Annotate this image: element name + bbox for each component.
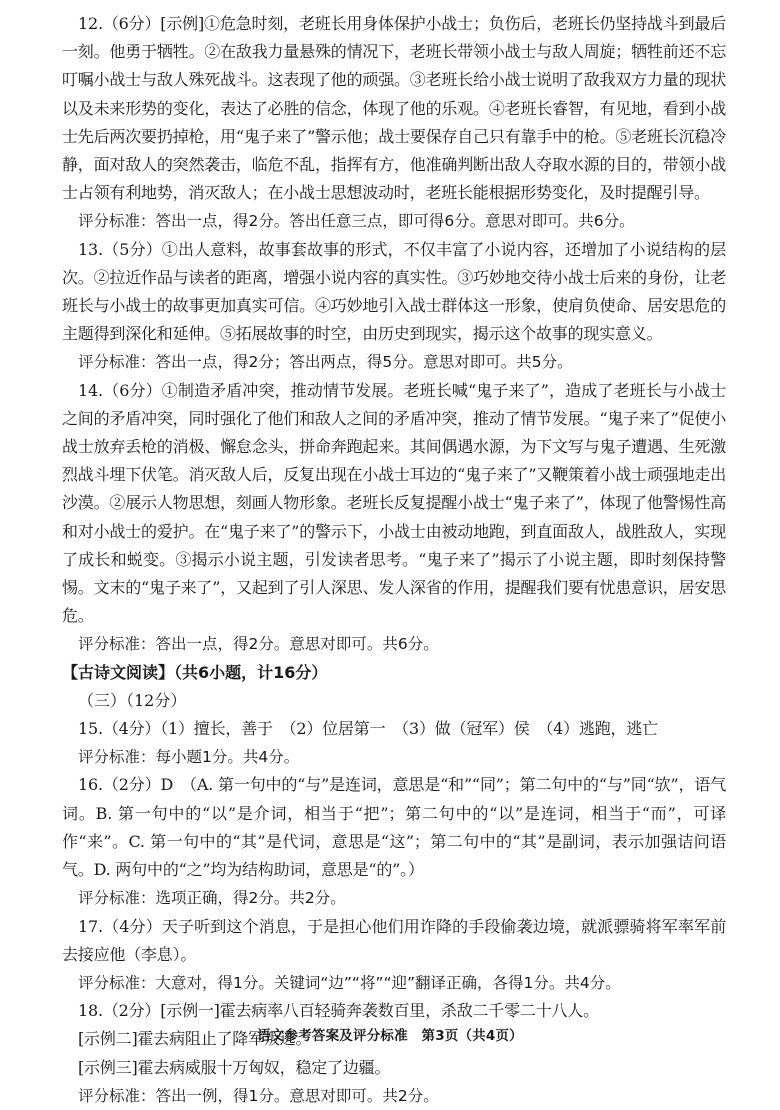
q14-answer: 14.（6分）①制造矛盾冲突，推动情节发展。老班长喊“鬼子来了”，造成了老班长与小战士之间的矛盾冲突，同时强化了他们和敌人之间的矛盾冲突，推动了情节发展。“鬼子来了”促使小战士放弃丢枪的消极、懈怠念头，拼命奔跑起来。其间偶遇水源，为下文写与鬼子遭遇、生死激烈战斗埋下伏笔。消灭敌人后，反复出现在小战士耳边的“鬼子来了”又鞭策着小战士顽强地走出沙漠。②展示人物思想，刻画人物形象。老班长反复提醒小战士“鬼子来了”，体现了他警惕性高和对小战士的爱护。在“鬼子来了”的警示下，小战士由被动地跑，到直面敌人，战胜敌人，实现了成长和蜕变。③揭示小说主题，引发读者思考。“鬼子来了”揭示了小说主题，即时刻保持警惕。文末的“鬼子来了”，又起到了引人深思、发人深省的作用，提醒我们要有忧患意识，居安思危。 bbox=[62, 380, 726, 626]
answer-sheet-page bbox=[62, 10, 726, 1110]
q16-scoring-standard: 评分标准：选项正确，得2分。共2分。 bbox=[78, 889, 346, 908]
q15-answer: 15.（4分）（1）擅长，善于 （2）位居第一 （3）做（冠军）侯 （4）逃跑，逃亡 bbox=[78, 719, 658, 739]
q18-scoring-standard: 评分标准：答出一例，得1分。意思对即可。共2分。 bbox=[78, 1086, 439, 1105]
q18-example-2: [示例二]霍去病阻止了降军叛逃。 bbox=[78, 1029, 312, 1049]
q17-scoring-standard: 评分标准：大意对，得1分。关键词“边”“将”“迎”翻译正确，各得1分。共4分。 bbox=[78, 973, 621, 992]
q18-example-1: 18.（2分）[示例一]霍去病率八百轻骑奔袭数百里，杀敌二千零二十八人。 bbox=[78, 1001, 599, 1021]
q12-scoring-standard: 评分标准：答出一点，得2分。答出任意三点，即可得6分。意思对即可。共6分。 bbox=[78, 212, 635, 231]
q12-answer: 12.（6分）[示例]①危急时刻，老班长用身体保护小战士；负伤后，老班长仍坚持战斗到最后一刻。他勇于牺牲。②在敌我力量悬殊的情况下，老班长带领小战士与敌人周旋；牺牲前还不忘叮嘱小战士与敌人殊死战斗。这表现了他的顽强。③老班长给小战士说明了敌我双方力量的现状以及未来形势的变化，表达了必胜的信念，体现了他的乐观。④老班长睿智，有见地，看到小战士先后两次要扔掉枪，用“鬼子来了”警示他；战士要保存自己只有靠手中的枪。⑤老班长沉稳冷静，面对敌人的突然袭击，临危不乱，指挥有方，他准确判断出敌人夺取水源的目的，带领小战士占领有利地势，消灭敌人；在小战士思想波动时，老班长能根据形势变化，及时提醒引导。 bbox=[62, 14, 726, 203]
q17-answer: 17.（4分）天子听到这个消息，于是担心他们用诈降的手段偷袭边境，就派骠骑将军率军前去接应他（李息）。 bbox=[62, 916, 726, 964]
q16-answer: 16.（2分）D （A. 第一句中的“与”是连词，意思是“和”“同”；第二句中的“与”同“欤”，语气词。B. 第一句中的“以”是介词，相当于“把”；第二句中的“以”是连词，相当于“而”，可译作“来”。C. 第一句中的“其”是代词，意思是“这”；第二句中的“其”是副词，表示加强诘问语气。D. 两句中的“之”均为结构助词，意思是“的”。） bbox=[62, 775, 726, 880]
q14-scoring-standard: 评分标准：答出一点，得2分。意思对即可。共6分。 bbox=[78, 635, 439, 654]
subsection-heading: （三）（12分） bbox=[78, 690, 187, 710]
section-heading-classical-reading: 【古诗文阅读】（共6小题，计16分） bbox=[62, 662, 328, 682]
q15-scoring-standard: 评分标准：每小题1分。共4分。 bbox=[78, 748, 300, 767]
q18-example-3: [示例三]霍去病威服十万匈奴，稳定了边疆。 bbox=[78, 1057, 391, 1077]
q13-answer: 13.（5分）①出人意料，故事套故事的形式，不仅丰富了小说内容，还增加了小说结构的层次。②拉近作品与读者的距离，增强小说内容的真实性。③巧妙地交待小战士后来的身份，让老班长与小战士的故事更加真实可信。④巧妙地引入战士群体这一形象，使肩负使命、居安思危的主题得到深化和延伸。⑤拓展故事的时空，由历史到现实，揭示这个故事的现实意义。 bbox=[62, 239, 726, 344]
page-footer: 语文参考答案及评分标准 第3页（共4页） bbox=[257, 1028, 523, 1044]
q13-scoring-standard: 评分标准：答出一点，得2分；答出两点，得5分。意思对即可。共5分。 bbox=[78, 353, 573, 372]
